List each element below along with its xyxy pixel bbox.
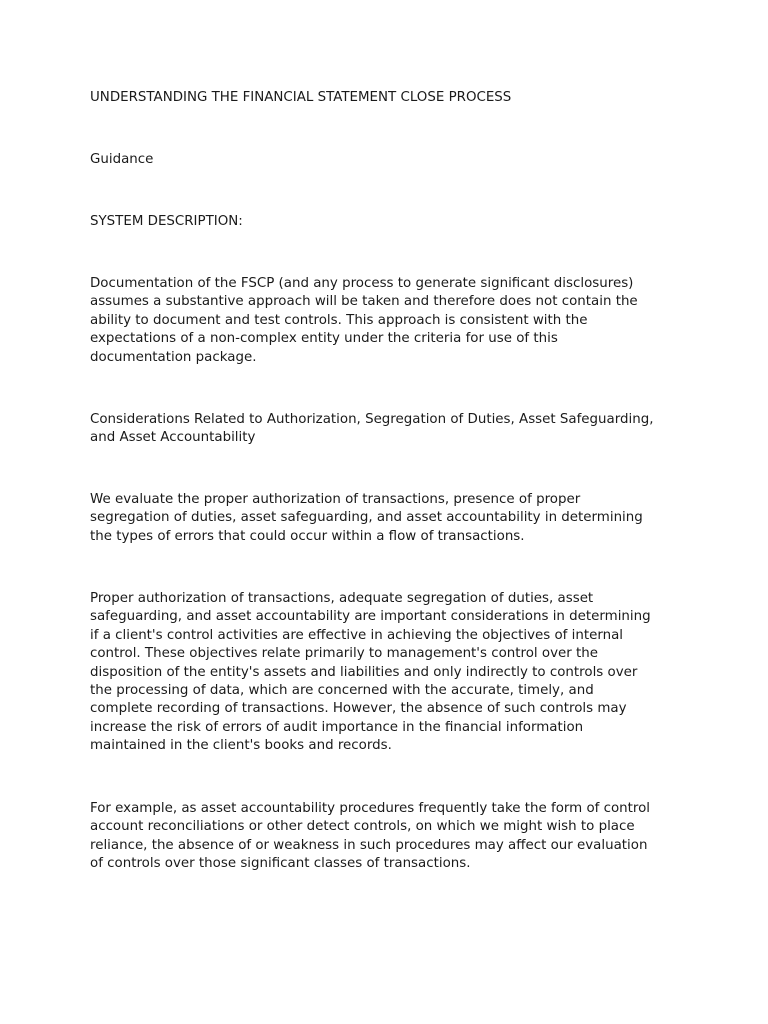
system-description-heading: SYSTEM DESCRIPTION: xyxy=(90,214,243,229)
document-title: UNDERSTANDING THE FINANCIAL STATEMENT CLOSE PROCESS xyxy=(90,90,512,105)
paragraph-authorization: Proper authorization of transactions, adequate segregation of duties, asset safeguarding, and asset accountability are important considerations in determining if a client's control activities are effective in achieving the objectives of internal control. These objectives relate primarily to management's control over the disposition of the entity's assets and liabilities and only indirectly to controls over the processing of data, which are concerned with the accurate, timely, and complete recording of transactions. However, the absence of such controls may increase the risk of errors of audit importance in the financial information maintained in the client's books and records. xyxy=(90,591,651,754)
paragraph-example: For example, as asset accountability procedures frequently take the form of control account reconciliations or other detect controls, on which we might wish to place reliance, the absence of or weakness in such procedures may affect our evaluation of controls over those significant classes of transactions. xyxy=(90,801,651,872)
guidance-label: Guidance xyxy=(90,152,154,167)
considerations-heading: Considerations Related to Authorization, Segregation of Duties, Asset Safeguarding, and Asset Accountability xyxy=(90,412,654,446)
paragraph-evaluation: We evaluate the proper authorization of transactions, presence of proper segregation of duties, asset safeguarding, and asset accountability in determining the types of errors that could occur within a flow of transactions. xyxy=(90,492,643,544)
paragraph-documentation: Documentation of the FSCP (and any process to generate significant disclosures) assumes a substantive approach will be taken and therefore does not contain the ability to document and test controls. This approach is consistent with the expectations of a non-complex entity under the criteria for use of this documentation package. xyxy=(90,276,638,365)
